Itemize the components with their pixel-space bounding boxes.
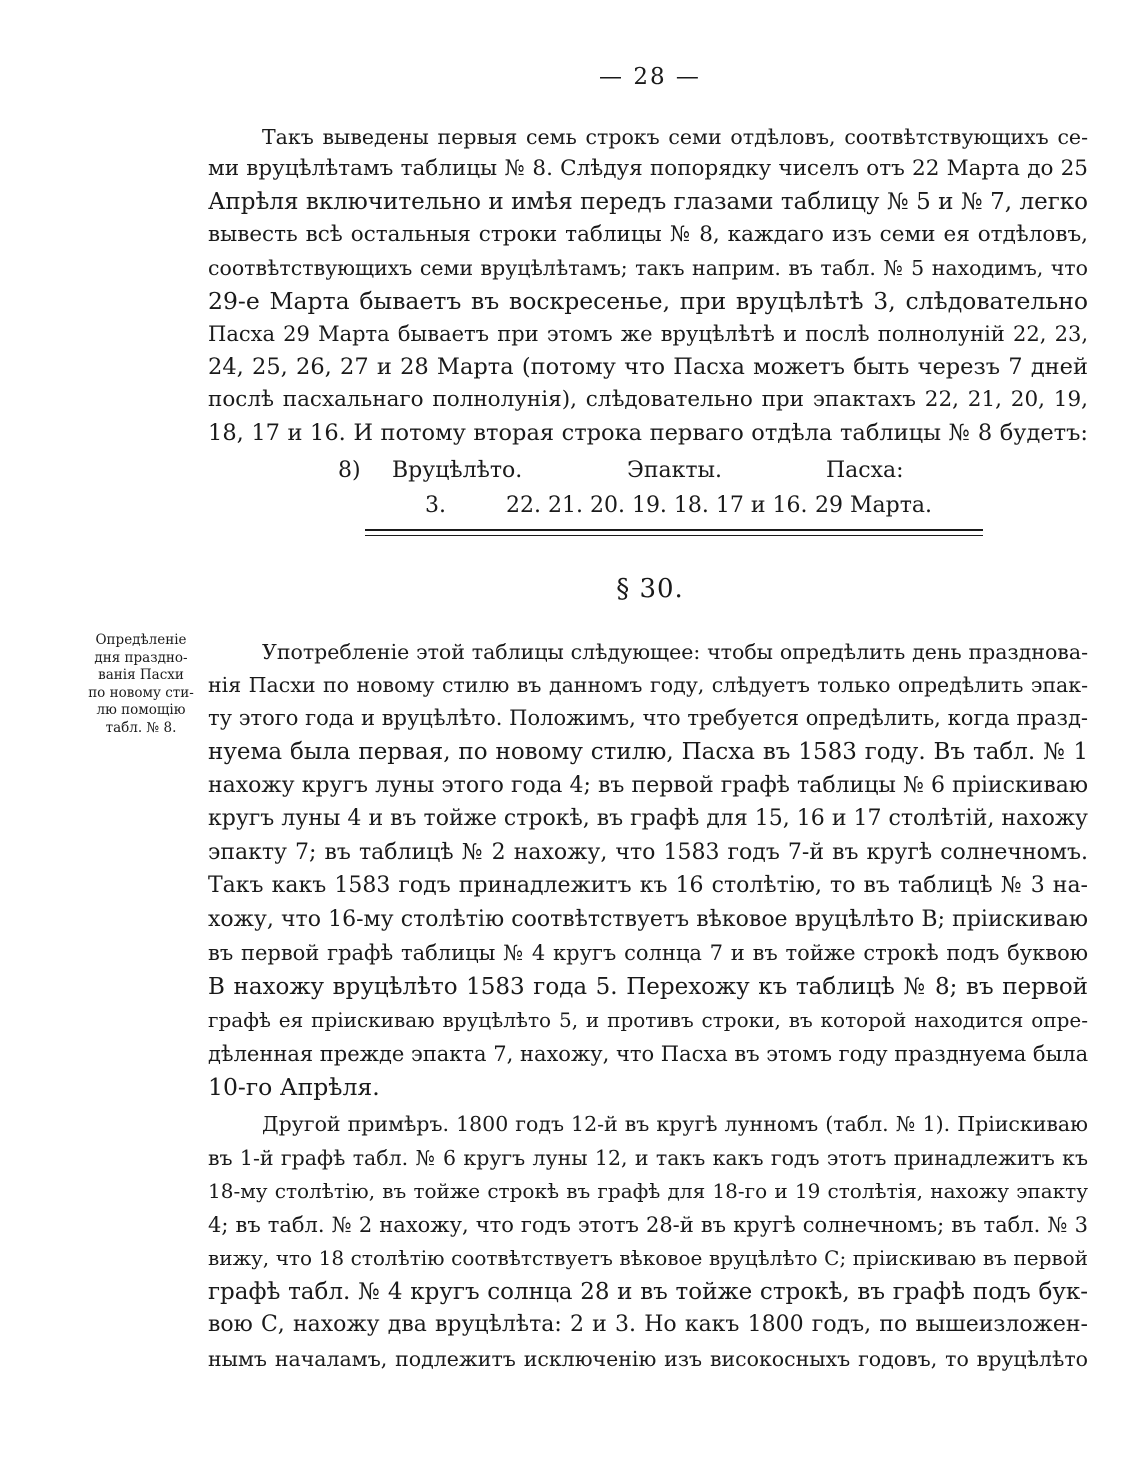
text-line: нія Пасхи по новому стилю въ данномъ году, слѣдуетъ только опредѣлить эпак- [208, 673, 1088, 697]
margin-note-line: дня праздно- [94, 649, 188, 666]
text-line: Апрѣля включительно и имѣя передъ глазами таблицу № 5 и № 7, легко [208, 189, 1088, 215]
text-line: нымъ началамъ, подлежитъ исключенію изъ високосныхъ годовъ, то вруцѣлѣто [208, 1347, 1088, 1371]
text-line: вижу, что 18 столѣтію соотвѣтствуетъ вѣковое вруцѣлѣто С; пріискиваю въ первой [208, 1246, 1088, 1270]
text-line: 18-му столѣтію, въ тойже строкѣ въ графѣ для 18-го и 19 столѣтія, нахожу эпакту [208, 1179, 1088, 1203]
summary-header-pascha: Пасха: [826, 458, 904, 483]
text-line: послѣ пасхальнаго полнолунія), слѣдовательно при эпактахъ 22, 21, 20, 19, [208, 387, 1088, 412]
margin-note-line: Опредѣленіе [95, 632, 187, 648]
text-line: ми вруцѣлѣтамъ таблицы № 8. Слѣдуя попорядку чиселъ отъ 22 Марта до 25 [208, 156, 1088, 181]
text-line: Употребленіе этой таблицы слѣдующее: чтобы опредѣлить день празднова- [262, 640, 1088, 664]
section-heading: § 30. [616, 574, 684, 604]
text-line: ту этого года и вруцѣлѣто. Положимъ, что требуется опредѣлить, когда празд- [208, 706, 1088, 730]
text-line: кругъ луны 4 и въ тойже строкѣ, въ графѣ для 15, 16 и 17 столѣтій, нахожу [208, 806, 1088, 831]
text-line: вывесть всѣ остальныя строки таблицы № 8, каждаго изъ семи ея отдѣловъ, [208, 222, 1088, 247]
text-line: В нахожу вруцѣлѣто 1583 года 5. Перехожу къ таблицѣ № 8; въ первой [208, 974, 1088, 1000]
text-line: соотвѣтствующихъ семи вруцѣлѣтамъ; такъ наприм. въ табл. № 5 находимъ, что [208, 256, 1088, 280]
summary-value-pascha: 29 Марта. [815, 493, 932, 518]
text-line: Такъ какъ 1583 годъ принадлежитъ къ 16 столѣтію, то въ таблицѣ № 3 на- [208, 873, 1088, 898]
summary-value-epakty: 22. 21. 20. 19. 18. 17 и 16. [506, 493, 808, 518]
text-line: 10-го Апрѣля. [208, 1073, 380, 1101]
text-line: графѣ табл. № 4 кругъ солнца 28 и въ тойже строкѣ, въ графѣ подъ бук- [208, 1279, 1088, 1305]
text-line: эпакту 7; въ таблицѣ № 2 нахожу, что 1583 годъ 7-й въ кругѣ солнечномъ. [208, 840, 1088, 865]
margin-note-line: ванія Пасхи [98, 667, 184, 683]
text-line: Такъ выведены первыя семь строкъ семи отдѣловъ, соотвѣтствующихъ се- [262, 125, 1088, 149]
text-line: дѣленная прежде эпакта 7, нахожу, что Пасха въ этомъ году празднуема была [208, 1042, 1089, 1066]
summary-header-vrutseleto: Вруцѣлѣто. [392, 458, 523, 483]
margin-note-line: табл. № 8. [105, 719, 177, 736]
text-line: нахожу кругъ луны этого года 4; въ первой графѣ таблицы № 6 пріискиваю [208, 773, 1088, 798]
summary-header-epakty: Эпакты. [627, 458, 723, 483]
text-line: 29-е Марта бываетъ въ воскресенье, при вруцѣлѣтѣ 3, слѣдовательно [208, 287, 1088, 315]
summary-number: 8) [338, 458, 361, 483]
page-number: — 28 — [599, 64, 701, 90]
text-line: 24, 25, 26, 27 и 28 Марта (потому что Пасха можетъ быть черезъ 7 дней [208, 354, 1088, 380]
text-line: вою С, нахожу два вруцѣлѣта: 2 и 3. Но какъ 1800 годъ, по вышеизложен- [208, 1312, 1088, 1337]
divider-rule [365, 529, 983, 531]
text-line: графѣ ея пріискиваю вруцѣлѣто 5, и противъ строки, въ которой находится опре- [208, 1008, 1088, 1032]
margin-note [82, 632, 200, 737]
divider-rule-thin [365, 535, 983, 536]
text-line: Пасха 29 Марта бываетъ при этомъ же вруцѣлѣтѣ и послѣ полнолуній 22, 23, [208, 322, 1088, 346]
summary-value-vrutseleto: 3. [425, 493, 446, 518]
text-line: 4; въ табл. № 2 нахожу, что годъ этотъ 28-й въ кругѣ солнечномъ; въ табл. № 3 [208, 1213, 1088, 1237]
text-line: Другой примѣръ. 1800 годъ 12-й въ кругѣ лунномъ (табл. № 1). Пріискиваю [262, 1112, 1088, 1136]
margin-note-line: лю помощію [96, 702, 186, 718]
text-line: 18, 17 и 16. И потому вторая строка перваго отдѣла таблицы № 8 будетъ: [208, 420, 1088, 446]
margin-note-line: по новому сти- [88, 684, 194, 701]
text-line: нуема была первая, по новому стилю, Пасха въ 1583 году. Въ табл. № 1 [208, 739, 1088, 765]
text-line: въ первой графѣ таблицы № 4 кругъ солнца 7 и въ тойже строкѣ подъ буквою [208, 941, 1088, 965]
text-line: въ 1-й графѣ табл. № 6 кругъ луны 12, и такъ какъ годъ этотъ принадлежитъ къ [208, 1146, 1088, 1170]
text-line: хожу, что 16-му столѣтію соотвѣтствуетъ вѣковое вруцѣлѣто В; пріискиваю [208, 907, 1088, 932]
